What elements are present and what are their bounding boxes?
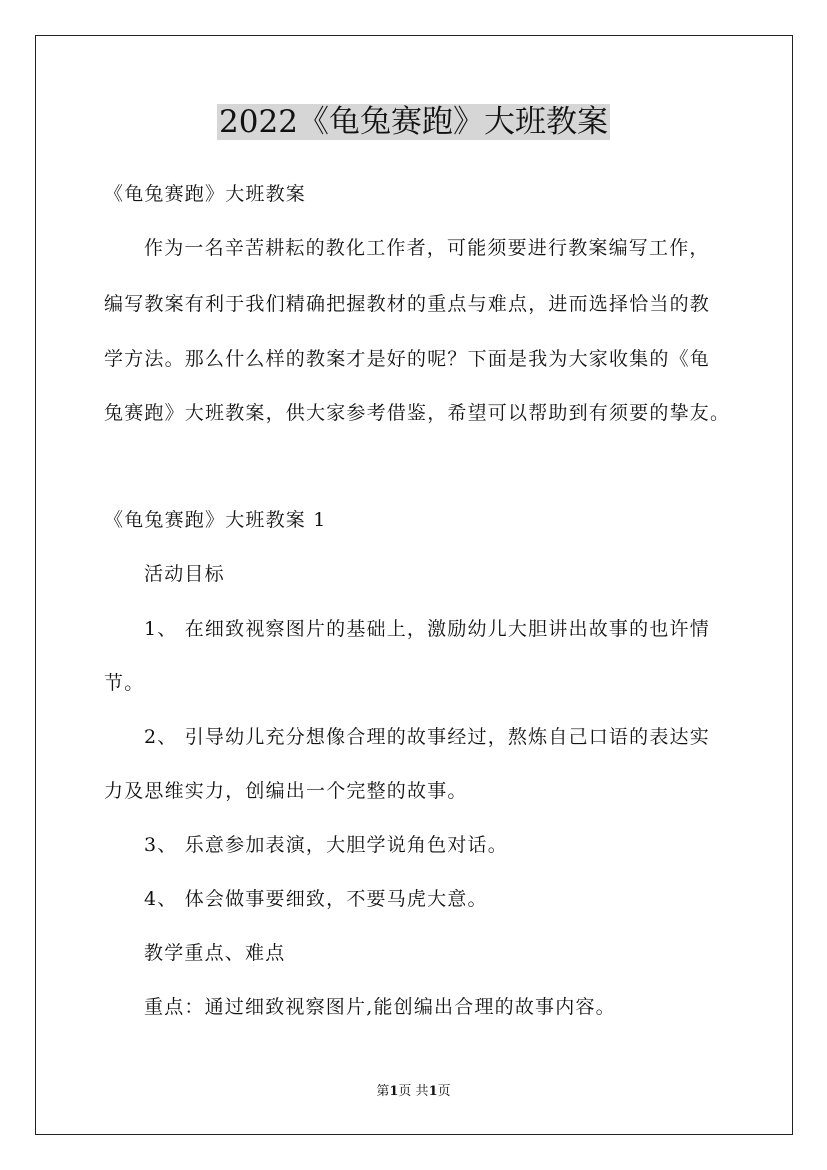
key-heading: 教学重点、难点 bbox=[144, 942, 286, 964]
section-title: 《龟兔赛跑》大班教案 1 bbox=[104, 509, 327, 531]
document-title bbox=[0, 100, 827, 144]
goals-heading: 活动目标 bbox=[144, 563, 225, 585]
goal-2-line-1: 2、 引导幼儿充分想像合理的故事经过，熬炼自己口语的表达实 bbox=[144, 726, 710, 748]
footer-page-total: 1 bbox=[428, 1084, 438, 1099]
document-title-text: 2022《龟兔赛跑》大班教案 bbox=[219, 104, 608, 140]
goal-1-line-2: 节。 bbox=[104, 672, 145, 694]
intro-line-2: 编写教案有利于我们精确把握教材的重点与难点，进而选择恰当的教 bbox=[104, 293, 711, 315]
footer-page-mid: 页 共 bbox=[398, 1084, 429, 1099]
footer-page-number: 1 bbox=[389, 1084, 399, 1099]
page-footer bbox=[0, 1083, 827, 1101]
footer-page-suffix: 页 bbox=[437, 1084, 451, 1099]
key-point: 重点：通过细致视察图片,能创编出合理的故事内容。 bbox=[144, 996, 616, 1018]
footer-page-prefix: 第 bbox=[376, 1084, 390, 1099]
goal-4: 4、 体会做事要细致，不要马虎大意。 bbox=[144, 888, 488, 910]
goal-2-line-2: 力及思维实力，创编出一个完整的故事。 bbox=[104, 780, 468, 802]
intro-line-1: 作为一名辛苦耕耘的教化工作者，可能须要进行教案编写工作， bbox=[144, 237, 710, 259]
intro-line-4: 兔赛跑》大班教案，供大家参考借鉴，希望可以帮助到有须要的挚友。 bbox=[104, 402, 731, 424]
goal-1-line-1: 1、 在细致视察图片的基础上，激励幼儿大胆讲出故事的也许情 bbox=[144, 618, 710, 640]
goal-3: 3、 乐意参加表演，大胆学说角色对话。 bbox=[144, 834, 508, 856]
intro-line-3: 学方法。那么什么样的教案才是好的呢？下面是我为大家收集的《龟 bbox=[104, 348, 711, 370]
document-subtitle: 《龟兔赛跑》大班教案 bbox=[104, 183, 307, 205]
